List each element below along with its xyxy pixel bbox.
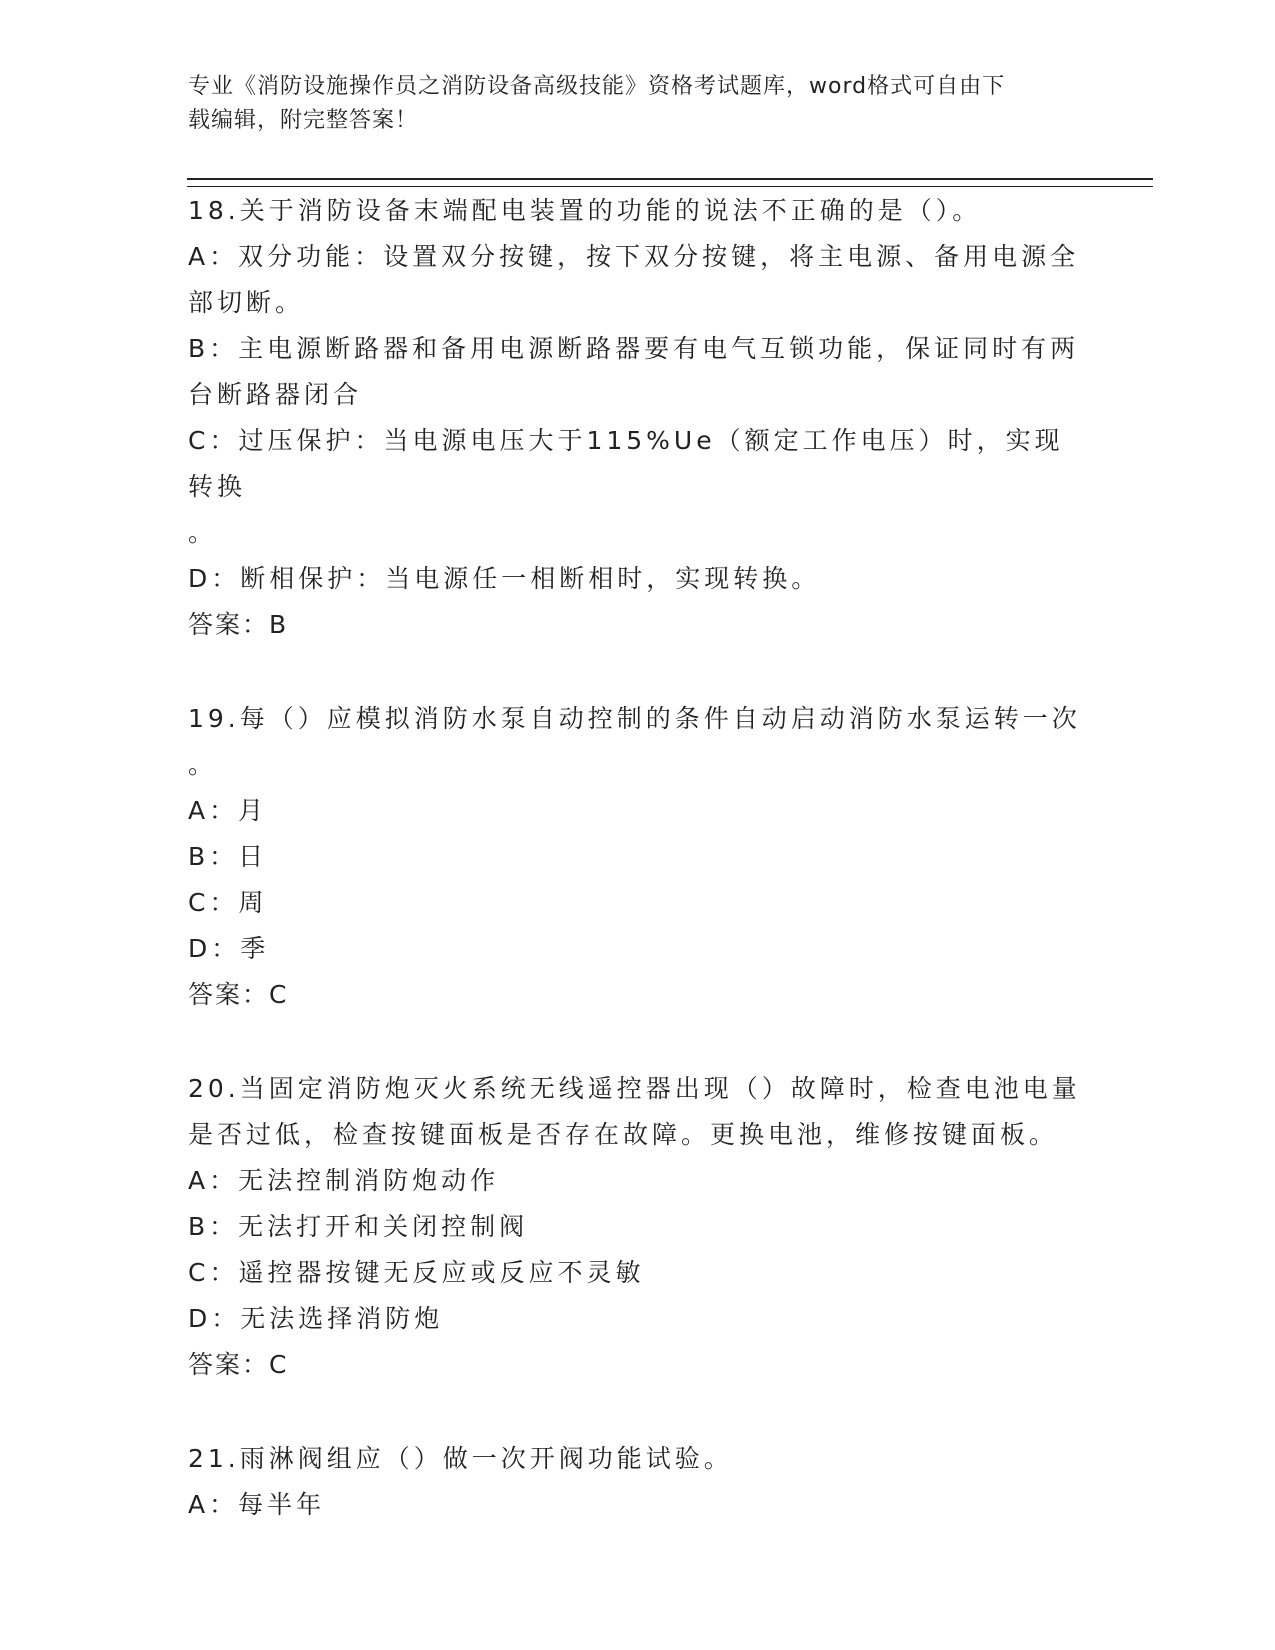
answer-option: D：断相保护：当电源任一相断相时，实现转换。 [188,564,821,593]
document-header [188,70,1088,138]
answer-option: A：双分功能：设置双分按键，按下双分按键，将主电源、备用电源全 [188,242,1080,271]
question-stem: 。 [188,750,218,779]
answer-option: C：过压保护：当电源电压大于115%Ue（额定工作电压）时，实现转换 [188,426,1064,501]
question-block [188,696,1088,1018]
question-list [188,188,1088,1542]
answer-key: 答案：C [188,980,289,1009]
header-line-2: 载编辑，附完整答案！ [188,108,419,133]
answer-option: A：每半年 [188,1490,326,1519]
answer-option: 台断路器闭合 [188,380,363,409]
answer-option: B：主电源断路器和备用电源断路器要有电气互锁功能，保证同时有两 [188,334,1080,363]
question-stem: 18.关于消防设备末端配电装置的功能的说法不正确的是（）。 [188,196,982,225]
answer-option: C：周 [188,888,268,917]
question-stem: 19.每（）应模拟消防水泵自动控制的条件自动启动消防水泵运转一次 [188,704,1081,733]
answer-option: C：遥控器按键无反应或反应不灵敏 [188,1258,645,1287]
answer-key: 答案：B [188,610,289,639]
answer-option: B：无法打开和关闭控制阀 [188,1212,529,1241]
answer-key: 答案：C [188,1350,289,1379]
question-block [188,1436,1088,1528]
question-block [188,188,1088,648]
answer-option: 部切断。 [188,288,305,317]
header-line-1: 专业《消防设施操作员之消防设备高级技能》资格考试题库，word格式可自由下 [188,74,1006,99]
answer-option: D：季 [188,934,270,963]
header-divider [187,178,1153,187]
answer-option: D：无法选择消防炮 [188,1304,444,1333]
question-stem: 20.当固定消防炮灭火系统无线遥控器出现（）故障时，检查电池电量 [188,1074,1081,1103]
answer-option: A：月 [188,796,268,825]
answer-option: 。 [188,518,218,547]
answer-option: B：日 [188,842,268,871]
answer-option: A：无法控制消防炮动作 [188,1166,500,1195]
question-stem: 21.雨淋阀组应（）做一次开阀功能试验。 [188,1444,733,1473]
question-stem: 是否过低，检查按键面板是否存在故障。更换电池，维修按键面板。 [188,1120,1059,1149]
question-block [188,1066,1088,1388]
